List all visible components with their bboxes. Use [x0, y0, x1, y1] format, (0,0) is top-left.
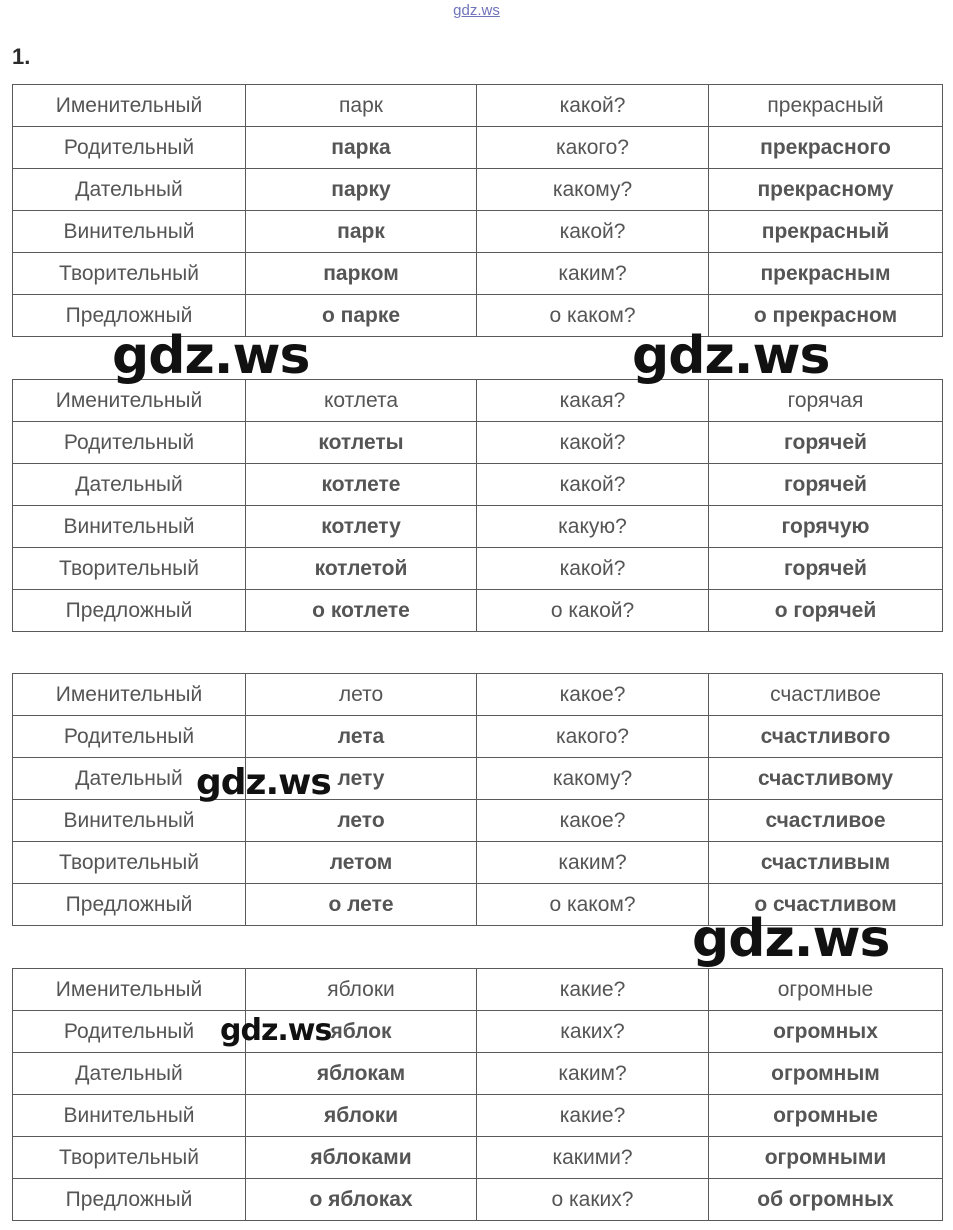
question: какого?: [477, 716, 709, 758]
adjective-form: огромные: [709, 969, 943, 1011]
noun-form: котлеты: [246, 422, 477, 464]
adjective-form: прекрасного: [709, 127, 943, 169]
noun-form: яблоки: [246, 969, 477, 1011]
adjective-form: счастливому: [709, 758, 943, 800]
noun-form: о парке: [246, 295, 477, 337]
case-name: Родительный: [13, 716, 246, 758]
table-row: [13, 716, 943, 758]
table-row: [13, 127, 943, 169]
case-name: Творительный: [13, 253, 246, 295]
table-row: [13, 85, 943, 127]
question: какой?: [477, 422, 709, 464]
noun-form: яблокам: [246, 1053, 477, 1095]
adjective-form: счастливое: [709, 674, 943, 716]
case-name: Предложный: [13, 295, 246, 337]
noun-form: котлета: [246, 380, 477, 422]
question: каких?: [477, 1011, 709, 1053]
site-watermark-link[interactable]: gdz.ws: [453, 2, 500, 19]
noun-form: о лете: [246, 884, 477, 926]
adjective-form: горячая: [709, 380, 943, 422]
declension-table-leto: [12, 673, 943, 926]
table-row: [13, 1053, 943, 1095]
noun-form: о котлете: [246, 590, 477, 632]
case-name: Творительный: [13, 842, 246, 884]
table-row: [13, 548, 943, 590]
noun-form: лета: [246, 716, 477, 758]
adjective-form: об огромных: [709, 1179, 943, 1221]
table-row: [13, 253, 943, 295]
question: о какой?: [477, 590, 709, 632]
adjective-form: о прекрасном: [709, 295, 943, 337]
question: какой?: [477, 464, 709, 506]
adjective-form: горячую: [709, 506, 943, 548]
question: какие?: [477, 969, 709, 1011]
noun-form: парк: [246, 85, 477, 127]
declension-table-yabloki: [12, 968, 943, 1221]
case-name: Дательный: [13, 169, 246, 211]
table-row: [13, 1095, 943, 1137]
adjective-form: счастливое: [709, 800, 943, 842]
adjective-form: счастливым: [709, 842, 943, 884]
case-name: Винительный: [13, 1095, 246, 1137]
noun-form: яблоки: [246, 1095, 477, 1137]
question: каким?: [477, 253, 709, 295]
table-row: [13, 1137, 943, 1179]
watermark-text: gdz.ws: [112, 326, 310, 386]
question: какой?: [477, 548, 709, 590]
case-name: Именительный: [13, 85, 246, 127]
question: о каком?: [477, 295, 709, 337]
declension-table-kotleta: [12, 379, 943, 632]
adjective-form: горячей: [709, 548, 943, 590]
noun-form: котлете: [246, 464, 477, 506]
case-name: Винительный: [13, 506, 246, 548]
case-name: Именительный: [13, 674, 246, 716]
question: каким?: [477, 1053, 709, 1095]
adjective-form: огромных: [709, 1011, 943, 1053]
question: какому?: [477, 169, 709, 211]
question: какими?: [477, 1137, 709, 1179]
table-row: [13, 800, 943, 842]
question: о каком?: [477, 884, 709, 926]
case-name: Предложный: [13, 590, 246, 632]
noun-form: парком: [246, 253, 477, 295]
noun-form: о яблоках: [246, 1179, 477, 1221]
declension-table-park: [12, 84, 943, 337]
table-row: [13, 969, 943, 1011]
adjective-form: огромным: [709, 1053, 943, 1095]
case-name: Предложный: [13, 884, 246, 926]
case-name: Родительный: [13, 422, 246, 464]
case-name: Творительный: [13, 1137, 246, 1179]
adjective-form: о счастливом: [709, 884, 943, 926]
table-row: [13, 1011, 943, 1053]
question: какой?: [477, 85, 709, 127]
question: какая?: [477, 380, 709, 422]
adjective-form: прекрасным: [709, 253, 943, 295]
adjective-form: прекрасный: [709, 85, 943, 127]
watermark-text: gdz.ws: [220, 1013, 332, 1048]
question: какие?: [477, 1095, 709, 1137]
case-name: Дательный: [13, 1053, 246, 1095]
noun-form: парк: [246, 211, 477, 253]
watermark-text: gdz.ws: [196, 762, 331, 803]
adjective-form: прекрасному: [709, 169, 943, 211]
noun-form: парку: [246, 169, 477, 211]
noun-form: яблоками: [246, 1137, 477, 1179]
case-name: Винительный: [13, 211, 246, 253]
watermark-text: gdz.ws: [632, 326, 830, 386]
case-name: Предложный: [13, 1179, 246, 1221]
noun-form: яблок: [246, 1011, 477, 1053]
case-name: Дательный: [13, 758, 246, 800]
case-name: Именительный: [13, 380, 246, 422]
adjective-form: прекрасный: [709, 211, 943, 253]
case-name: Дательный: [13, 464, 246, 506]
table-row: [13, 1179, 943, 1221]
table-row: [13, 758, 943, 800]
question: какую?: [477, 506, 709, 548]
adjective-form: о горячей: [709, 590, 943, 632]
question: какое?: [477, 674, 709, 716]
noun-form: парка: [246, 127, 477, 169]
noun-form: лету: [246, 758, 477, 800]
question: какому?: [477, 758, 709, 800]
table-row: [13, 842, 943, 884]
adjective-form: огромными: [709, 1137, 943, 1179]
table-row: [13, 674, 943, 716]
case-name: Творительный: [13, 548, 246, 590]
question: каким?: [477, 842, 709, 884]
case-name: Именительный: [13, 969, 246, 1011]
table-row: [13, 464, 943, 506]
question: о каких?: [477, 1179, 709, 1221]
table-row: [13, 211, 943, 253]
watermark-text: gdz.ws: [692, 909, 890, 969]
adjective-form: счастливого: [709, 716, 943, 758]
table-row: [13, 422, 943, 464]
question: какой?: [477, 211, 709, 253]
question: какое?: [477, 800, 709, 842]
noun-form: летом: [246, 842, 477, 884]
noun-form: лето: [246, 800, 477, 842]
noun-form: котлету: [246, 506, 477, 548]
exercise-number: 1.: [12, 44, 31, 69]
noun-form: котлетой: [246, 548, 477, 590]
adjective-form: горячей: [709, 422, 943, 464]
adjective-form: огромные: [709, 1095, 943, 1137]
adjective-form: горячей: [709, 464, 943, 506]
table-row: [13, 169, 943, 211]
case-name: Родительный: [13, 1011, 246, 1053]
case-name: Родительный: [13, 127, 246, 169]
noun-form: лето: [246, 674, 477, 716]
table-row: [13, 590, 943, 632]
question: какого?: [477, 127, 709, 169]
case-name: Винительный: [13, 800, 246, 842]
table-row: [13, 506, 943, 548]
